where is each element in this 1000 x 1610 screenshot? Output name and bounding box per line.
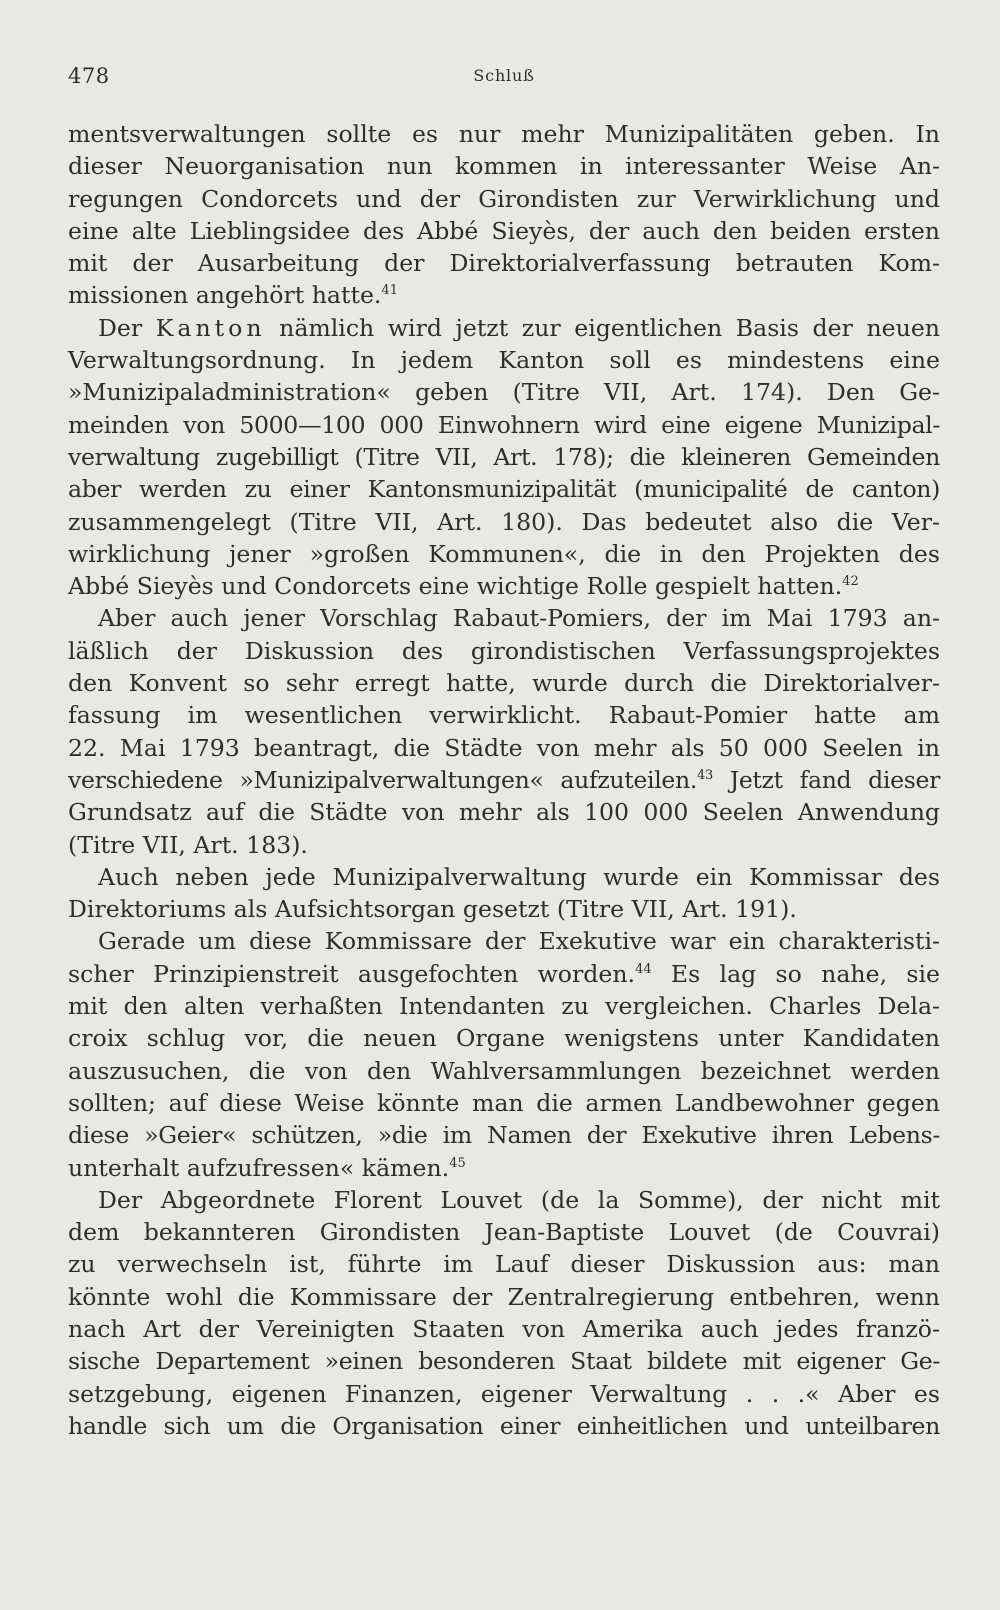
text-line — [68, 764, 940, 796]
text-line — [68, 1087, 940, 1119]
page-number: 478 — [68, 64, 110, 88]
line-text: Grundsatz auf die Städte von mehr als 100 000 Seelen Anwendung — [68, 798, 940, 827]
page-header — [68, 64, 940, 96]
line-text: handle sich um die Organisation einer einheitlichen und unteilbaren — [68, 1411, 940, 1440]
line-text: Aber auch jener Vorschlag Rabaut-Pomiers, der im Mai 1793 an- — [98, 604, 940, 633]
footnote-marker: 45 — [449, 1155, 466, 1171]
line-text: zusammengelegt (Titre VII, Art. 180). Das bedeutet also die Ver- — [68, 507, 940, 536]
line-text: croix schlug vor, die neuen Organe wenigstens unter Kandidaten — [68, 1024, 940, 1053]
line-text: regungen Condorcets und der Girondisten zur Verwirklichung und — [68, 184, 940, 213]
line-text: läßlich der Diskussion des girondistischen Verfassungsprojektes — [68, 636, 940, 665]
text-line — [68, 1022, 940, 1054]
footnote-marker: 44 — [635, 961, 652, 977]
text-line — [68, 1248, 940, 1280]
text-line — [68, 1216, 940, 1248]
text-line — [68, 376, 940, 408]
line-text: Auch neben jede Munizipalverwaltung wurde ein Kommissar des — [98, 862, 940, 891]
footnote-marker: 42 — [842, 574, 859, 590]
line-text: Gerade um diese Kommissare der Exekutive war ein charakteristi- — [98, 927, 940, 956]
text-line — [68, 1055, 940, 1087]
text-line — [68, 538, 940, 570]
line-text: Es lag so nahe, sie — [651, 959, 940, 988]
line-text: dem bekannteren Girondisten Jean-Baptiste Louvet (de Couvrai) — [68, 1218, 940, 1247]
text-line — [68, 1410, 940, 1442]
line-text: fassung im wesentlichen verwirklicht. Rabaut-Pomier hatte am — [68, 701, 940, 730]
line-text: dieser Neuorganisation nun kommen in interessanter Weise An- — [68, 152, 940, 181]
line-text: Der Abgeordnete Florent Louvet (de la Somme), der nicht mit — [98, 1185, 940, 1214]
body-text — [68, 118, 940, 1442]
text-line — [68, 1184, 940, 1216]
text-line — [68, 1378, 940, 1410]
line-text: meinden von 5000—100 000 Einwohnern wird eine eigene Munizipal- — [68, 410, 940, 439]
text-line — [68, 667, 940, 699]
line-text: diese »Geier« schützen, »die im Namen der Exekutive ihren Lebens- — [68, 1121, 940, 1150]
line-text: mit den alten verhaßten Intendanten zu vergleichen. Charles Dela- — [68, 992, 940, 1021]
text-line — [68, 602, 940, 634]
running-head: Schluß — [473, 66, 535, 85]
text-line — [68, 150, 940, 182]
text-line — [68, 441, 940, 473]
line-text: nach Art der Vereinigten Staaten von Amerika auch jedes franzö- — [68, 1314, 940, 1343]
line-text: könnte wohl die Kommissare der Zentralregierung entbehren, wenn — [68, 1282, 940, 1311]
line-text: auszusuchen, die von den Wahlversammlungen bezeichnet werden — [68, 1056, 940, 1085]
text-line — [68, 409, 940, 441]
text-line — [68, 861, 940, 893]
text-line — [68, 796, 940, 828]
line-text: Direktoriums als Aufsichtsorgan gesetzt (Titre VII, Art. 191). — [68, 895, 797, 924]
text-line — [68, 215, 940, 247]
line-text: eine alte Lieblingsidee des Abbé Sieyès, der auch den beiden ersten — [68, 216, 940, 245]
text-line — [68, 1313, 940, 1345]
text-line — [68, 1345, 940, 1377]
text-line — [68, 1152, 940, 1184]
text-line — [68, 506, 940, 538]
text-line — [68, 635, 940, 667]
text-line — [68, 699, 940, 731]
line-text: mentsverwaltungen sollte es nur mehr Munizipalitäten geben. In — [68, 120, 940, 148]
line-text: Abbé Sieyès und Condorcets eine wichtige Rolle gespielt hatten. — [68, 572, 843, 601]
line-text: mit der Ausarbeitung der Direktorialverfassung betrauten Kom- — [68, 249, 940, 278]
line-text: (Titre VII, Art. 183). — [68, 830, 308, 859]
text-line — [68, 732, 940, 764]
text-line — [68, 118, 940, 150]
line-text: Jetzt fand dieser — [712, 765, 940, 794]
text-line — [68, 247, 940, 279]
emphasized-word: Kanton — [155, 313, 266, 342]
text-line — [68, 570, 940, 602]
line-text: nämlich wird jetzt zur eigentlichen Basis der neuen — [265, 313, 940, 342]
footnote-marker: 43 — [697, 767, 713, 783]
footnote-marker: 41 — [381, 283, 398, 299]
line-text: 22. Mai 1793 beantragt, die Städte von mehr als 50 000 Seelen in — [68, 733, 940, 762]
text-line — [68, 344, 940, 376]
line-text: den Konvent so sehr erregt hatte, wurde durch die Direktorialver- — [68, 669, 940, 698]
line-text: wirklichung jener »großen Kommunen«, die in den Projekten des — [68, 539, 940, 568]
line-text: sollten; auf diese Weise könnte man die armen Landbewohner gegen — [68, 1088, 940, 1117]
text-line — [68, 829, 940, 861]
line-text: setzgebung, eigenen Finanzen, eigener Verwaltung . . .« Aber es — [68, 1379, 940, 1408]
text-line — [68, 925, 940, 957]
text-line — [68, 279, 940, 311]
text-line — [68, 473, 940, 505]
text-line — [68, 183, 940, 215]
line-text: unterhalt aufzufressen« kämen. — [68, 1153, 450, 1182]
text-line — [68, 958, 940, 990]
line-text: verwaltung zugebilligt (Titre VII, Art. 178); die kleineren Gemeinden — [68, 442, 940, 471]
line-text: Verwaltungsordnung. In jedem Kanton soll es mindestens eine — [68, 346, 940, 375]
line-text: aber werden zu einer Kantonsmunizipalität (municipalité de canton) — [68, 475, 940, 504]
text-line — [68, 1281, 940, 1313]
line-text: verschiedene »Munizipalverwaltungen« aufzuteilen. — [68, 765, 698, 794]
line-text: »Munizipaladministration« geben (Titre VII, Art. 174). Den Ge- — [68, 378, 940, 407]
line-text: scher Prinzipienstreit ausgefochten worden. — [68, 959, 636, 988]
line-text: missionen angehört hatte. — [68, 281, 382, 310]
line-text: sische Departement »einen besonderen Staat bildete mit eigener Ge- — [68, 1347, 940, 1376]
text-line — [68, 312, 940, 344]
text-line — [68, 990, 940, 1022]
line-text: zu verwechseln ist, führte im Lauf dieser Diskussion aus: man — [68, 1250, 940, 1279]
line-text: Der — [98, 313, 156, 342]
text-line — [68, 893, 940, 925]
text-line — [68, 1119, 940, 1151]
